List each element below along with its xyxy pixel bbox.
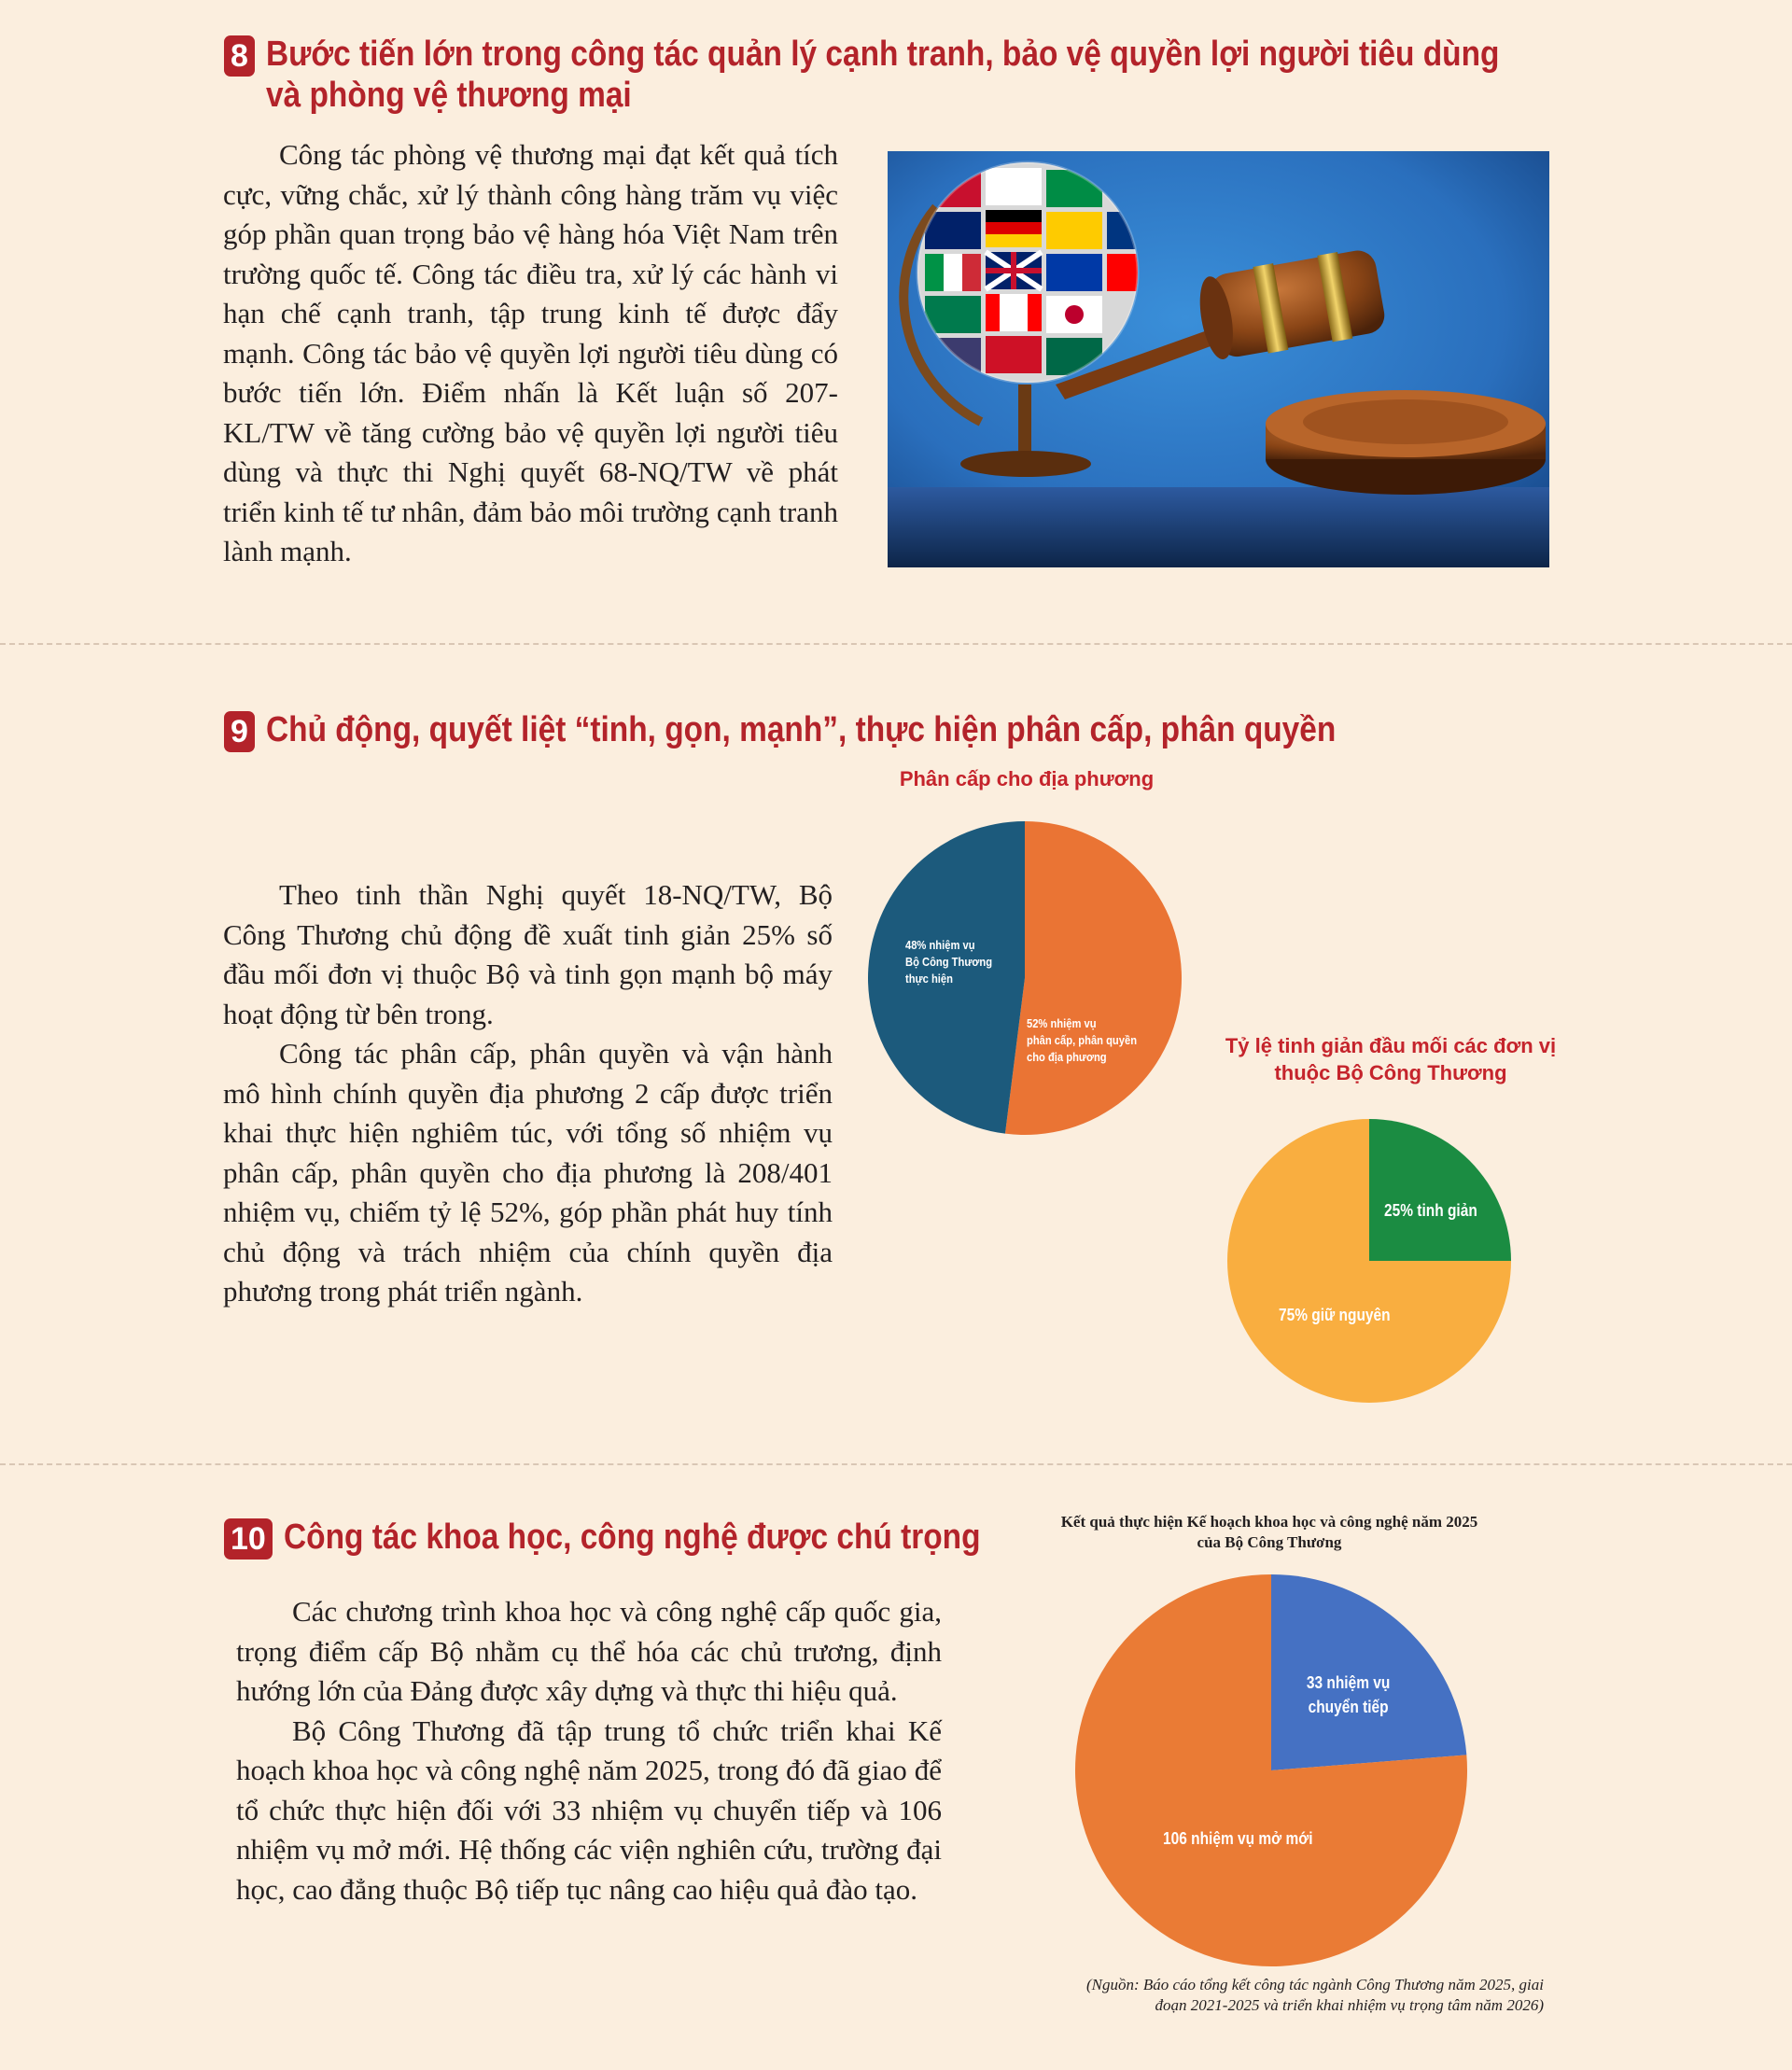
label-line: chuyển tiếp [1308,1698,1389,1716]
section-8-title-line-1: Bước tiến lớn trong công tác quản lý cạnh tranh, bảo vệ quyền lợi người tiêu dùng [265,35,1500,74]
section-8-paragraph [223,135,838,572]
pie-chart-1-title: Phân cấp cho địa phương [899,767,1155,790]
title-line: của Bộ Công Thương [1197,1533,1342,1551]
section-9-heading [224,709,1482,752]
section-10-paragraph-1: Các chương trình khoa học và công nghệ cấp quốc gia, trọng điểm cấp Bộ nhằm cụ thể hóa các chủ trương, định hướng lớn của Đảng được xây dựng và thực thi hiệu quả. [236,1595,942,1707]
title-line: Tỷ lệ tinh giản đầu mối các đơn vị [1225,1034,1557,1057]
label-line: phân cấp, phân quyền [1027,1033,1138,1047]
label-line: 48% nhiệm vụ [905,938,975,952]
section-10-paragraphs [236,1592,942,1909]
section-divider [0,1463,1792,1465]
label-line: Bộ Công Thương [905,955,993,969]
source-line: (Nguồn: Báo cáo tổng kết công tác ngành Công Thương năm 2025, giai [1085,1976,1544,1993]
pie-slice [1369,1119,1511,1261]
pie-1-label-ministry [905,937,992,987]
pie-chart-2-title [1176,1032,1605,1086]
section-8-heading [224,34,1668,116]
pie-chart-2 [1225,1117,1513,1405]
section-10-paragraph-2: Bộ Công Thương đã tập trung tổ chức triển khai Kế hoạch khoa học và công nghệ năm 2025, trong đó đã giao để tổ chức thực hiện đối với 33 nhiệm vụ chuyển tiếp và 106 nhiệm vụ mở mới. Hệ thống các viện nghiên cứu, trường đại học, cao đẳng thuộc Bộ tiếp tục nâng cao hiệu quả đào tạo. [236,1713,942,1906]
section-9-paragraph-1: Theo tinh thần Nghị quyết 18-NQ/TW, Bộ Công Thương chủ động đề xuất tinh giản 25% số đầu mối đơn vị thuộc Bộ và tinh gọn mạnh bộ máy hoạt động từ bên trong. [223,878,833,1030]
title-line: thuộc Bộ Công Thương [1274,1061,1507,1084]
pie-slice [1005,821,1182,1135]
section-number-badge: 8 [224,35,255,77]
label-line: thực hiện [905,972,953,986]
pie-chart-3 [1074,1573,1468,1967]
label-line: 52% nhiệm vụ [1027,1016,1097,1030]
pie-1-label-local [1027,1015,1137,1066]
section-8-text: Công tác phòng vệ thương mại đạt kết quả tích cực, vững chắc, xử lý thành công hàng trăm vụ việc góp phần quan trọng bảo vệ hàng hóa Việt Nam trên trường quốc tế. Công tác điều tra, xử lý các hành vi hạn chế cạnh tranh, tập trung kinh tế được đẩy mạnh. Công tác bảo vệ quyền lợi người tiêu dùng có bước tiến lớn. Điểm nhấn là Kết luận số 207-KL/TW về tăng cường bảo vệ quyền lợi người tiêu dùng và thực thi Nghị quyết 68-NQ/TW về phát triển kinh tế tư nhân, đảm bảo môi trường cạnh tranh lành mạnh. [223,138,838,567]
section-9-paragraphs [223,875,833,1312]
source-note [980,1975,1544,2016]
pie-chart-3-title [989,1512,1549,1553]
section-10-heading [224,1517,1075,1559]
pie-3-label-new: 106 nhiệm vụ mở mới [1163,1829,1313,1848]
section-9-title: Chủ động, quyết liệt “tinh, gọn, mạnh”, thực hiện phân cấp, phân quyền [265,710,1337,749]
source-line: đoạn 2021-2025 và triển khai nhiệm vụ trọng tâm năm 2026) [1155,1996,1544,2014]
pie-3-label-continuing [1300,1671,1396,1719]
globe-gavel-photo [888,151,1549,567]
title-line: Kết quả thực hiện Kế hoạch khoa học và công nghệ năm 2025 [1060,1513,1478,1531]
section-8-title-line-2: và phòng vệ thương mại [265,76,632,115]
pie-2-label-kept: 75% giữ nguyên [1279,1306,1391,1324]
section-number-badge: 9 [224,711,255,752]
label-line: cho địa phương [1027,1050,1107,1064]
section-9-paragraph-2: Công tác phân cấp, phân quyền và vận hành mô hình chính quyền địa phương 2 cấp được triển khai thực hiện nghiêm túc, với tổng số nhiệm vụ phân cấp, phân quyền cho địa phương là 208/401 nhiệm vụ, chiếm tỷ lệ 52%, góp phần phát huy tính chủ động và trách nhiệm của chính quyền địa phương trong phát triển ngành. [223,1037,833,1308]
section-number-badge: 10 [224,1518,273,1559]
section-10-title: Công tác khoa học, công nghệ được chú trọng [283,1518,981,1557]
section-8-title [266,34,1499,116]
pie-2-label-reduced: 25% tinh giản [1384,1201,1477,1220]
section-divider [0,643,1792,645]
label-line: 33 nhiệm vụ [1306,1673,1391,1692]
